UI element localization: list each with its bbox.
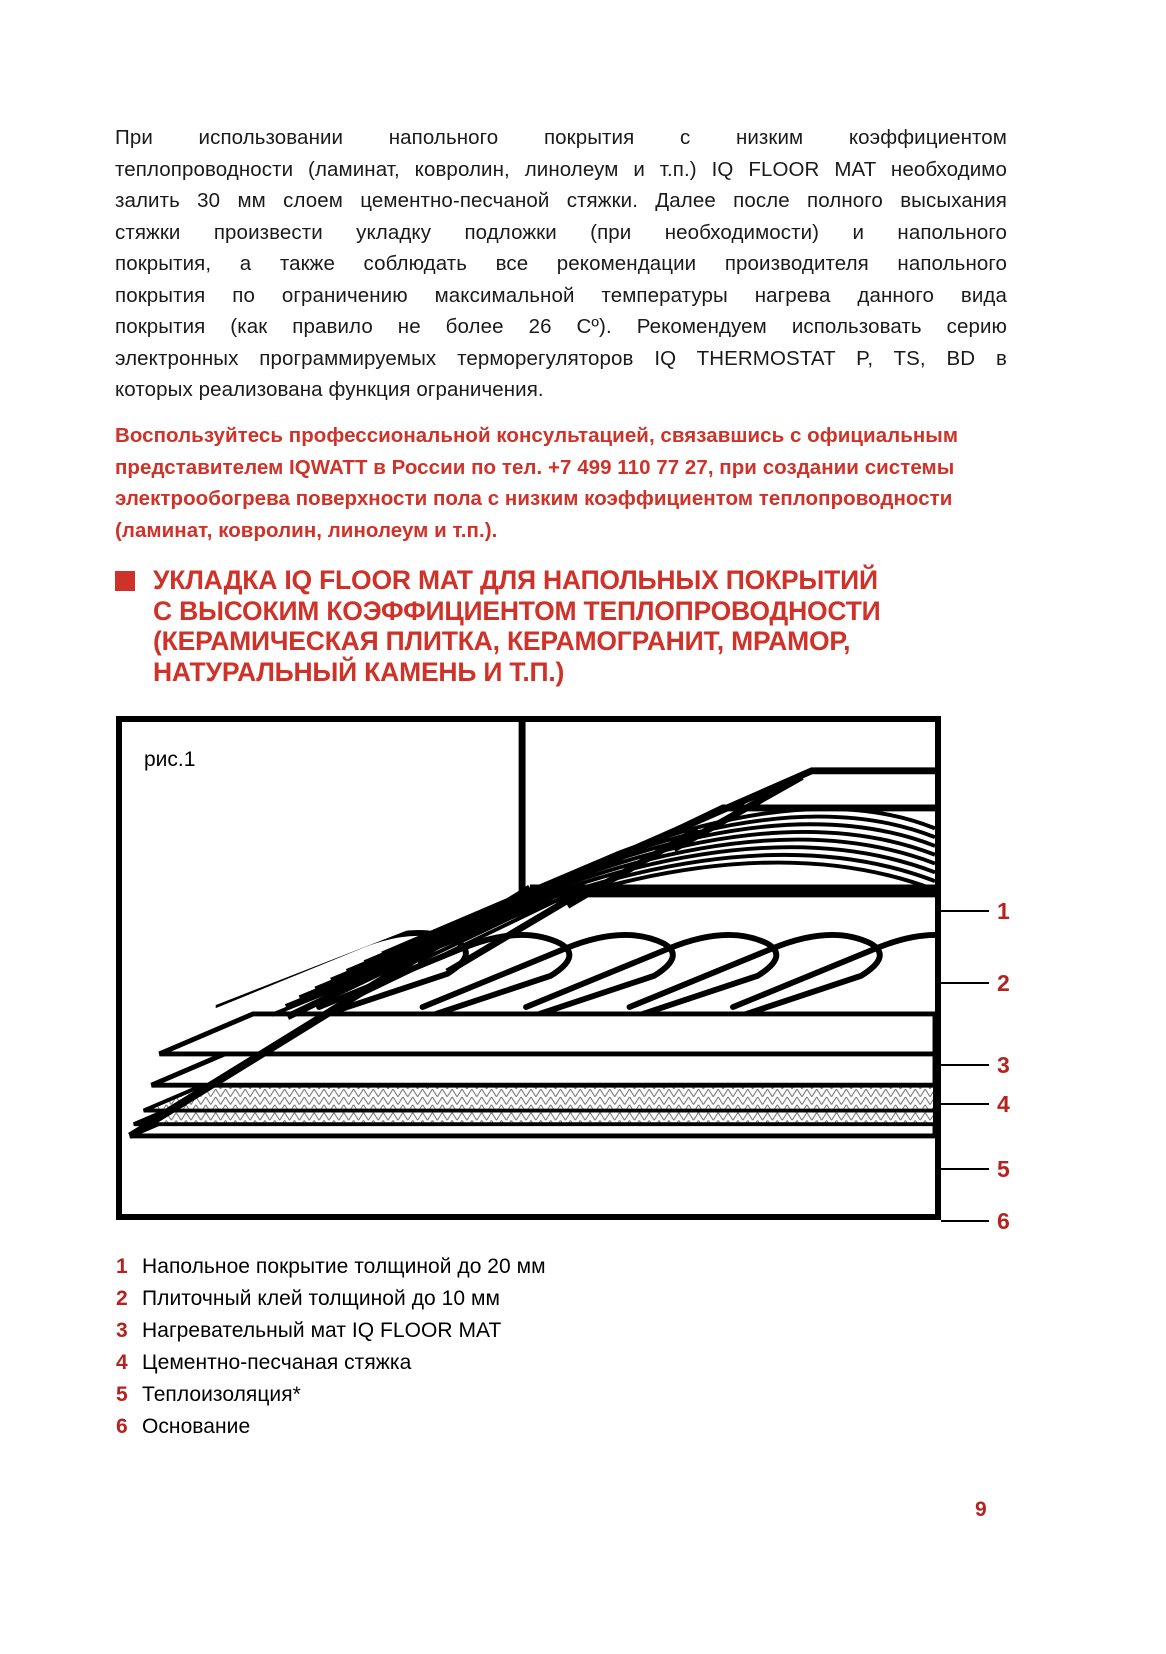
callout-3: [941, 1052, 1010, 1078]
heading-line: УКЛАДКА IQ FLOOR MAT ДЛЯ НАПОЛЬНЫХ ПОКРЫТИЙ: [153, 565, 878, 595]
legend-number: 4: [116, 1351, 128, 1374]
legend-label: Нагревательный мат IQ FLOOR MAT: [142, 1319, 502, 1342]
legend-number: 5: [116, 1383, 128, 1406]
legend-item: [116, 1319, 816, 1351]
callout-number: 1: [997, 897, 1010, 924]
consultation-paragraph: [115, 420, 1005, 546]
legend-item: [116, 1255, 816, 1287]
intro-line: стяжки произвести укладку подложки (при необходимости) и напольного: [115, 220, 1007, 244]
intro-line: которых реализована функция ограничения.: [115, 378, 544, 401]
legend-item: [116, 1287, 816, 1319]
leader-line: [941, 1220, 989, 1222]
callout-number: 6: [997, 1207, 1010, 1234]
legend-label: Напольное покрытие толщиной до 20 мм: [142, 1255, 546, 1278]
callout-5: [941, 1156, 1010, 1182]
legend-item: [116, 1415, 816, 1447]
intro-line: покрытия (как правило не более 26 Cº). Рекомендуем использовать серию: [115, 315, 1007, 338]
legend-label: Теплоизоляция*: [142, 1383, 301, 1406]
section-heading-text: [153, 565, 1015, 687]
page-number: 9: [975, 1498, 987, 1521]
intro-line: покрытия по ограничению максимальной температуры нагрева данного вида: [115, 283, 1007, 307]
callout-number: 5: [997, 1155, 1010, 1182]
legend-item: [116, 1351, 816, 1383]
heading-line: НАТУРАЛЬНЫЙ КАМЕНЬ И Т.П.): [153, 656, 565, 687]
leader-line: [941, 1064, 989, 1066]
leader-line: [941, 982, 989, 984]
floor-layers-diagram: [122, 722, 935, 1214]
intro-line: теплопроводности (ламинат, ковролин, линолеум и т.п.) IQ FLOOR MAT необходимо: [115, 157, 1007, 181]
legend-number: 2: [116, 1287, 128, 1310]
callout-number: 2: [997, 969, 1010, 996]
callout-2: [941, 970, 1010, 996]
intro-paragraph: [115, 122, 1007, 406]
intro-line: При использовании напольного покрытия с низким коэффициентом: [115, 126, 1007, 149]
leader-line: [941, 910, 989, 912]
legend-number: 3: [116, 1319, 128, 1342]
legend-number: 1: [116, 1255, 128, 1278]
legend-label: Плиточный клей толщиной до 10 мм: [142, 1287, 500, 1310]
callout-number: 3: [997, 1051, 1010, 1078]
callout-1: [941, 898, 1010, 924]
callout-number: 4: [997, 1090, 1010, 1117]
figure-frame: [116, 716, 941, 1220]
consultation-line: электрообогрева поверхности пола с низким коэффициентом теплопроводности: [115, 487, 953, 510]
legend-label: Основание: [142, 1415, 251, 1438]
consultation-line: представителем IQWATT в России по тел. +7 499 110 77 27, при создании системы: [115, 455, 955, 479]
figure-callouts: [941, 716, 1061, 1234]
heading-line: С ВЫСОКИМ КОЭФФИЦИЕНТОМ ТЕПЛОПРОВОДНОСТИ: [153, 595, 881, 626]
figure-legend: [116, 1255, 816, 1447]
heading-line: (КЕРАМИЧЕСКАЯ ПЛИТКА, КЕРАМОГРАНИТ, МРАМОР,: [153, 626, 851, 656]
legend-label: Цементно-песчаная стяжка: [142, 1351, 412, 1374]
intro-line: покрытия, а также соблюдать все рекомендации производителя напольного: [115, 252, 1007, 275]
square-bullet-icon: [115, 571, 135, 591]
legend-item: [116, 1383, 816, 1415]
leader-line: [941, 1168, 989, 1170]
intro-line: залить 30 мм слоем цементно-песчаной стяжки. Далее после полного высыхания: [115, 189, 1007, 212]
consultation-line: Воспользуйтесь профессиональной консультацией, связавшись с официальным: [115, 424, 959, 447]
intro-line: электронных программируемых терморегуляторов IQ THERMOSTAT P, TS, BD в: [115, 346, 1007, 370]
heating-cable-group: [216, 933, 935, 1022]
section-heading: [115, 565, 1015, 687]
callout-6: [941, 1208, 1010, 1234]
legend-number: 6: [116, 1415, 128, 1438]
consultation-line: (ламинат, ковролин, линолеум и т.п.).: [115, 518, 498, 542]
leader-line: [941, 1103, 989, 1105]
callout-4: [941, 1091, 1010, 1117]
figure-caption: рис.1: [144, 748, 196, 771]
